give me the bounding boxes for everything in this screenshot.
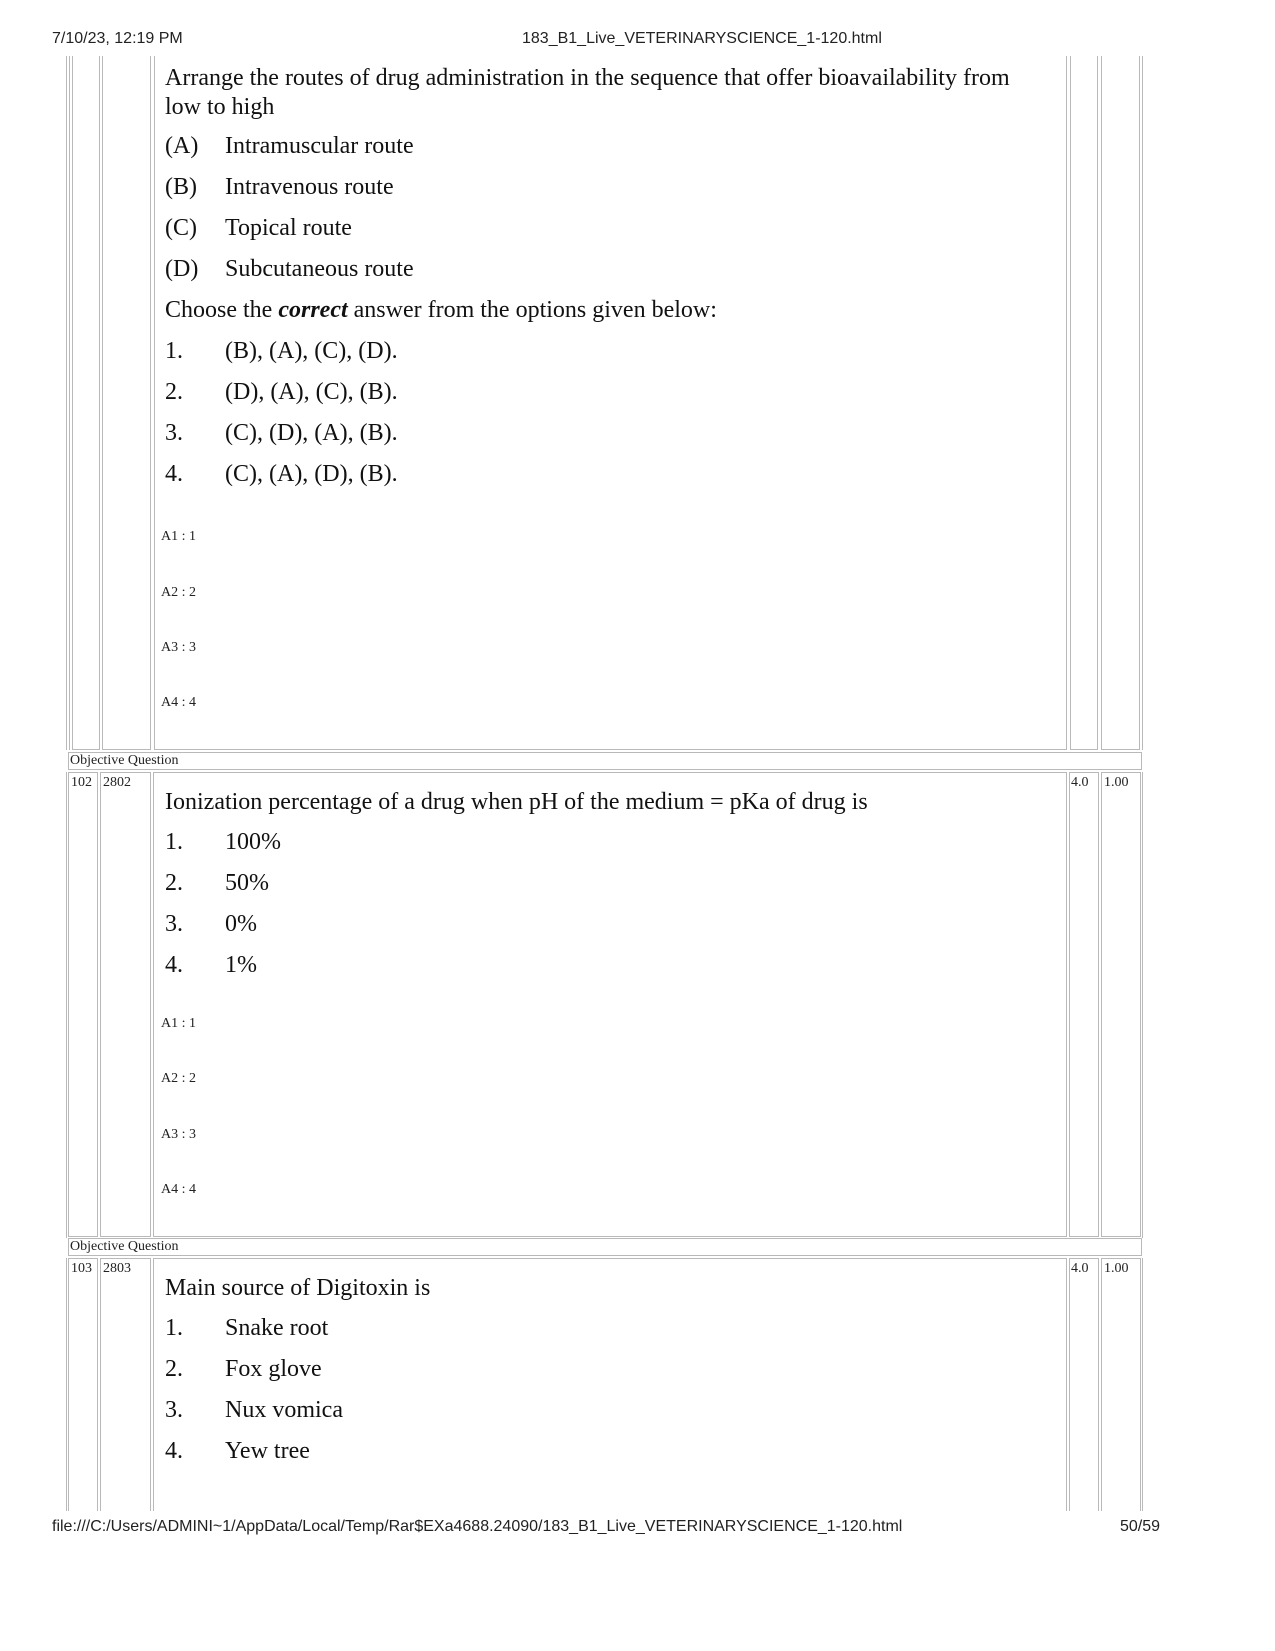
- table-border: [66, 772, 67, 1238]
- marks-cell: [1069, 1258, 1099, 1511]
- answer-key-4: A4 : 4: [161, 695, 196, 710]
- option-label: 3.: [165, 911, 183, 937]
- statement-label: (B): [165, 174, 197, 200]
- question-type-label: Objective Question: [70, 753, 179, 768]
- question-cell: [153, 772, 1067, 1237]
- answer-key-3: A3 : 3: [161, 1127, 196, 1142]
- statement-label: (C): [165, 215, 197, 241]
- statement-label: (D): [165, 256, 199, 282]
- option-label: 4.: [165, 1438, 183, 1464]
- negative-marks-cell: [1101, 56, 1140, 750]
- option-text: Snake root: [225, 1315, 329, 1341]
- question-id: 2802: [103, 775, 131, 790]
- answer-key-2: A2 : 2: [161, 1071, 196, 1086]
- qid-cell: [102, 56, 151, 750]
- option-text: 1%: [225, 952, 257, 978]
- option-label: 1.: [165, 338, 183, 364]
- qid-cell: [100, 1258, 151, 1511]
- option-label: 4.: [165, 461, 183, 487]
- question-text: Main source of Digitoxin is: [165, 1275, 431, 1301]
- option-text: 100%: [225, 829, 281, 855]
- answer-key-2: A2 : 2: [161, 585, 196, 600]
- instruction-emphasis: correct: [278, 297, 348, 323]
- table-border: [1142, 56, 1143, 750]
- print-datetime: 7/10/23, 12:19 PM: [52, 30, 183, 47]
- statement-text: Subcutaneous route: [225, 256, 414, 282]
- option-text: 50%: [225, 870, 269, 896]
- page-number: 50/59: [1120, 1518, 1161, 1535]
- marks-cell: [1070, 56, 1098, 750]
- table-border: [1142, 1258, 1143, 1511]
- option-label: 4.: [165, 952, 183, 978]
- question-type-bar: [68, 1238, 1142, 1256]
- sno-cell: [72, 56, 100, 750]
- option-label: 2.: [165, 870, 183, 896]
- answer-key-3: A3 : 3: [161, 640, 196, 655]
- answer-key-1: A1 : 1: [161, 1016, 196, 1031]
- marks-value: 4.0: [1071, 775, 1089, 790]
- sno-cell: [68, 1258, 98, 1511]
- negative-marks-cell: [1101, 772, 1141, 1237]
- option-text: (C), (A), (D), (B).: [225, 461, 398, 487]
- answer-key-4: A4 : 4: [161, 1182, 196, 1197]
- statement-text: Intramuscular route: [225, 133, 414, 159]
- statement-text: Intravenous route: [225, 174, 394, 200]
- answer-instruction: [165, 297, 717, 324]
- option-label: 2.: [165, 379, 183, 405]
- question-text-line: low to high: [165, 94, 275, 120]
- table-border: [66, 1258, 67, 1511]
- question-text: [165, 64, 1065, 122]
- instruction-text: answer from the options given below:: [347, 297, 717, 323]
- question-number: 102: [71, 775, 92, 790]
- option-label: 3.: [165, 420, 183, 446]
- question-id: 2803: [103, 1261, 131, 1276]
- statement-text: Topical route: [225, 215, 352, 241]
- option-label: 3.: [165, 1397, 183, 1423]
- table-border: [1142, 772, 1143, 1238]
- option-label: 1.: [165, 829, 183, 855]
- option-text: (D), (A), (C), (B).: [225, 379, 398, 405]
- option-label: 2.: [165, 1356, 183, 1382]
- question-text: Ionization percentage of a drug when pH of the medium = pKa of drug is: [165, 789, 868, 815]
- question-type-bar: [68, 752, 1142, 770]
- negative-marks-cell: [1101, 1258, 1141, 1511]
- question-text-line: Arrange the routes of drug administration in the sequence that offer bioavailability from: [165, 65, 1010, 91]
- marks-value: 4.0: [1071, 1261, 1089, 1276]
- option-text: (B), (A), (C), (D).: [225, 338, 398, 364]
- option-text: Yew tree: [225, 1438, 310, 1464]
- option-text: Fox glove: [225, 1356, 322, 1382]
- sno-cell: [68, 772, 98, 1237]
- negative-marks-value: 1.00: [1104, 775, 1129, 790]
- option-text: 0%: [225, 911, 257, 937]
- option-text: Nux vomica: [225, 1397, 343, 1423]
- answer-key-1: A1 : 1: [161, 529, 196, 544]
- qid-cell: [100, 772, 151, 1237]
- print-document-title: 183_B1_Live_VETERINARYSCIENCE_1-120.html: [522, 30, 882, 47]
- print-file-path: file:///C:/Users/ADMINI~1/AppData/Local/Temp/Rar$EXa4688.24090/183_B1_Live_VETERINARYSCIENCE_1-120.html: [52, 1518, 903, 1535]
- option-label: 1.: [165, 1315, 183, 1341]
- option-text: (C), (D), (A), (B).: [225, 420, 398, 446]
- table-border: [66, 56, 67, 750]
- negative-marks-value: 1.00: [1104, 1261, 1129, 1276]
- marks-cell: [1069, 772, 1099, 1237]
- instruction-text: Choose the: [165, 297, 279, 323]
- table-border: [69, 56, 70, 750]
- question-number: 103: [71, 1261, 92, 1276]
- question-type-label: Objective Question: [70, 1239, 179, 1254]
- statement-label: (A): [165, 133, 199, 159]
